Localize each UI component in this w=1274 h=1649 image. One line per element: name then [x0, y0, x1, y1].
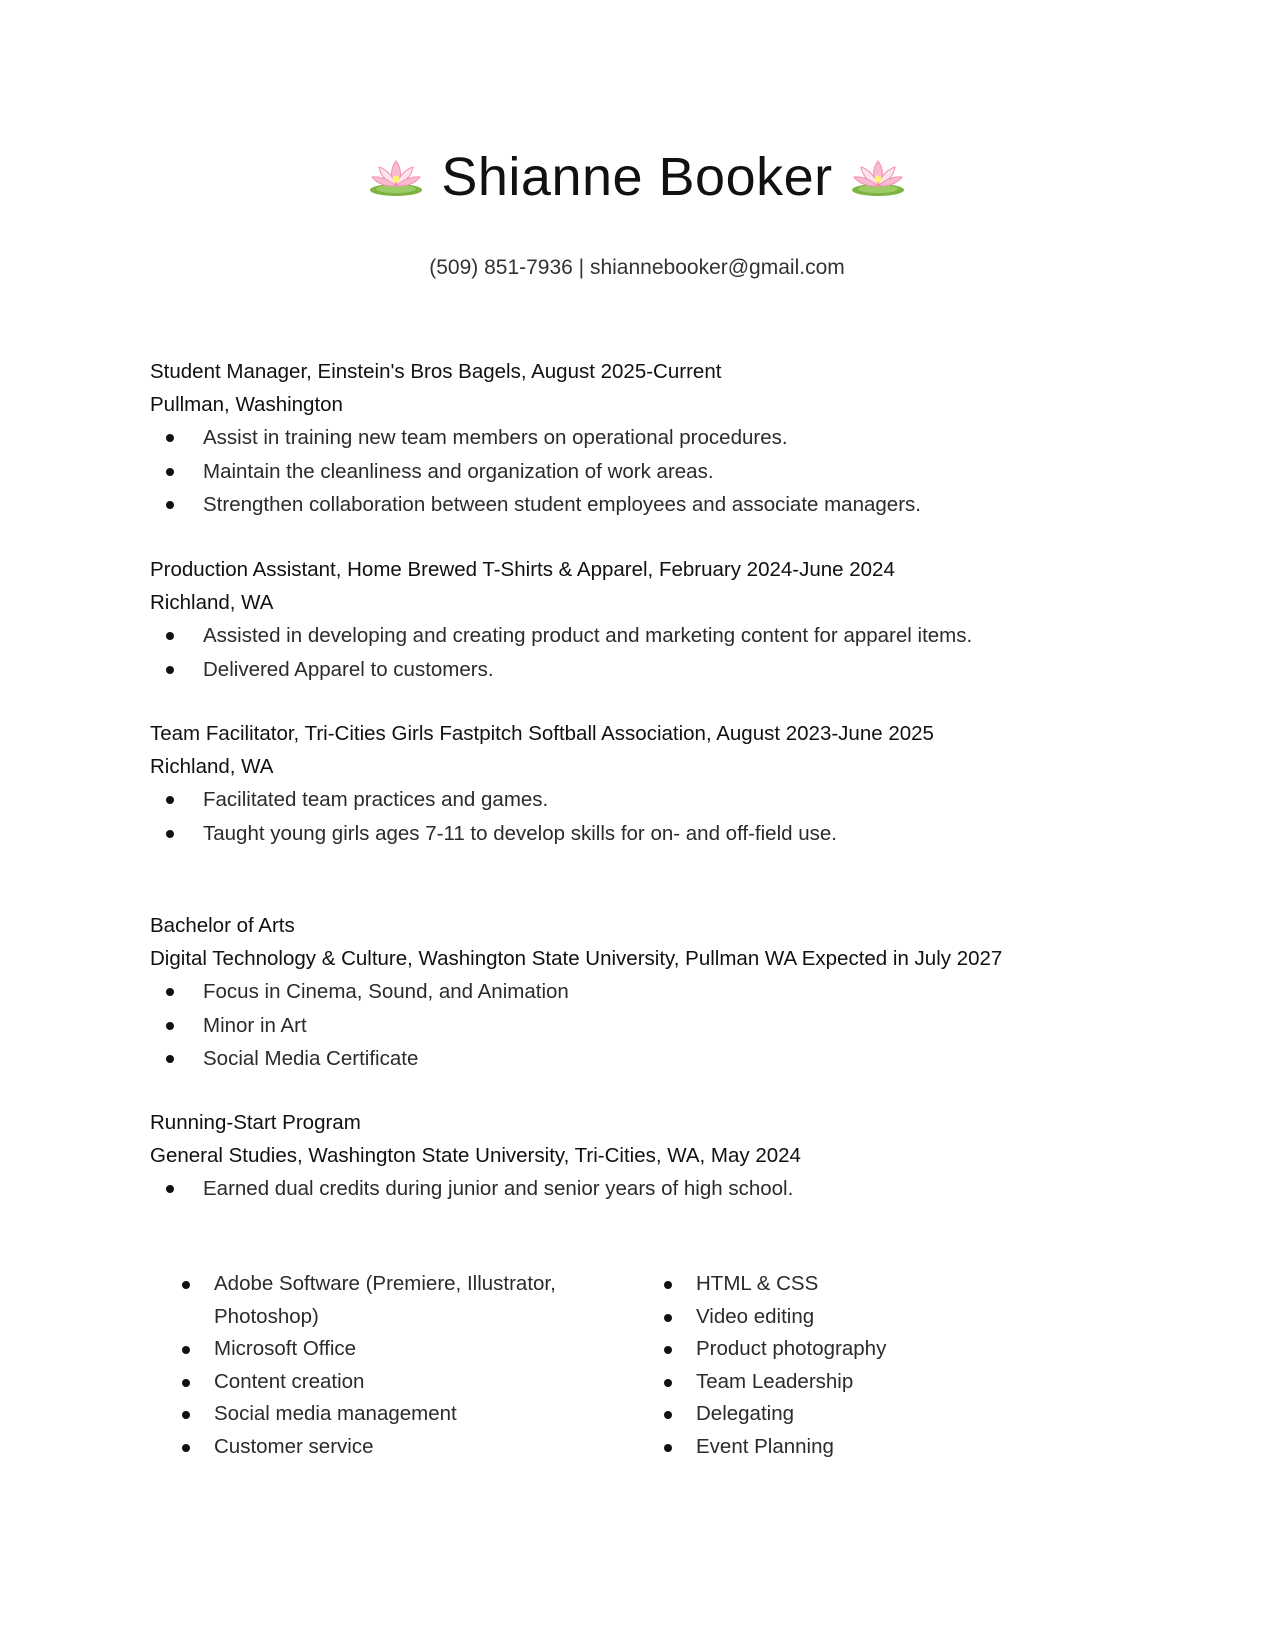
job-entry — [150, 355, 1200, 522]
education-bullets — [150, 1172, 1200, 1206]
job-title: Team Facilitator, Tri-Cities Girls Fastpitch Softball Association, August 2023-June 2025 — [150, 722, 934, 745]
bullet-icon — [166, 501, 174, 509]
degree-detail: General Studies, Washington State University, Tri-Cities, WA, May 2024 — [150, 1144, 801, 1167]
bullet-icon — [166, 988, 174, 996]
lotus-icon — [367, 157, 425, 197]
bullet-icon — [166, 830, 174, 838]
degree-title: Bachelor of Arts — [150, 914, 295, 937]
job-location: Richland, WA — [150, 591, 274, 614]
list-item: Earned dual credits during junior and senior years of high school. — [150, 1172, 1200, 1206]
list-item: Content creation — [168, 1366, 588, 1399]
list-item: HTML & CSS — [650, 1268, 1070, 1301]
job-entry — [150, 553, 1200, 686]
education-entry — [150, 1106, 1200, 1206]
job-bullets — [150, 783, 1200, 850]
job-title: Student Manager, Einstein's Bros Bagels, August 2025-Current — [150, 360, 722, 383]
degree-title: Running-Start Program — [150, 1111, 361, 1134]
skills-column-right — [650, 1268, 1070, 1463]
list-item: Facilitated team practices and games. — [150, 783, 1200, 817]
job-title: Production Assistant, Home Brewed T-Shirts & Apparel, February 2024-June 2024 — [150, 558, 895, 581]
bullet-icon — [664, 1346, 672, 1354]
job-location: Pullman, Washington — [150, 393, 343, 416]
bullet-icon — [182, 1444, 190, 1452]
lotus-icon — [849, 157, 907, 197]
list-item: Customer service — [168, 1431, 588, 1464]
job-bullets — [150, 619, 1200, 686]
bullet-icon — [166, 1055, 174, 1063]
bullet-icon — [166, 468, 174, 476]
list-item: Delegating — [650, 1398, 1070, 1431]
education-entry — [150, 909, 1200, 1076]
job-location: Richland, WA — [150, 755, 274, 778]
list-item: Microsoft Office — [168, 1333, 588, 1366]
job-bullets — [150, 421, 1200, 522]
header — [0, 147, 1274, 207]
bullet-icon — [664, 1281, 672, 1289]
list-item: Assist in training new team members on operational procedures. — [150, 421, 1200, 455]
list-item: Strengthen collaboration between student employees and associate managers. — [150, 488, 1200, 522]
bullet-icon — [166, 1022, 174, 1030]
contact-info: (509) 851-7936 | shiannebooker@gmail.com — [429, 256, 845, 279]
list-item: Social media management — [168, 1398, 588, 1431]
bullet-icon — [166, 1185, 174, 1193]
bullet-icon — [664, 1379, 672, 1387]
bullet-icon — [664, 1444, 672, 1452]
list-item: Video editing — [650, 1301, 1070, 1334]
bullet-icon — [182, 1346, 190, 1354]
list-item: Social Media Certificate — [150, 1042, 1200, 1076]
bullet-icon — [664, 1411, 672, 1419]
list-item: Assisted in developing and creating product and marketing content for apparel items. — [150, 619, 1200, 653]
bullet-icon — [166, 632, 174, 640]
job-entry — [150, 717, 1200, 850]
list-item: Maintain the cleanliness and organization of work areas. — [150, 455, 1200, 489]
list-item: Minor in Art — [150, 1009, 1200, 1043]
bullet-icon — [182, 1281, 190, 1289]
list-item: Delivered Apparel to customers. — [150, 653, 1200, 687]
list-item: Taught young girls ages 7-11 to develop skills for on- and off-field use. — [150, 817, 1200, 851]
list-item: Adobe Software (Premiere, Illustrator, Photoshop) — [168, 1268, 588, 1333]
skills-column-left — [168, 1268, 588, 1463]
bullet-icon — [166, 666, 174, 674]
education-bullets — [150, 975, 1200, 1076]
bullet-icon — [664, 1314, 672, 1322]
bullet-icon — [182, 1379, 190, 1387]
list-item: Team Leadership — [650, 1366, 1070, 1399]
degree-detail: Digital Technology & Culture, Washington State University, Pullman WA Expected in July 2027 — [150, 947, 1003, 970]
list-item: Product photography — [650, 1333, 1070, 1366]
bullet-icon — [182, 1411, 190, 1419]
list-item: Event Planning — [650, 1431, 1070, 1464]
list-item: Focus in Cinema, Sound, and Animation — [150, 975, 1200, 1009]
bullet-icon — [166, 796, 174, 804]
candidate-name: Shianne Booker — [441, 147, 833, 207]
bullet-icon — [166, 434, 174, 442]
